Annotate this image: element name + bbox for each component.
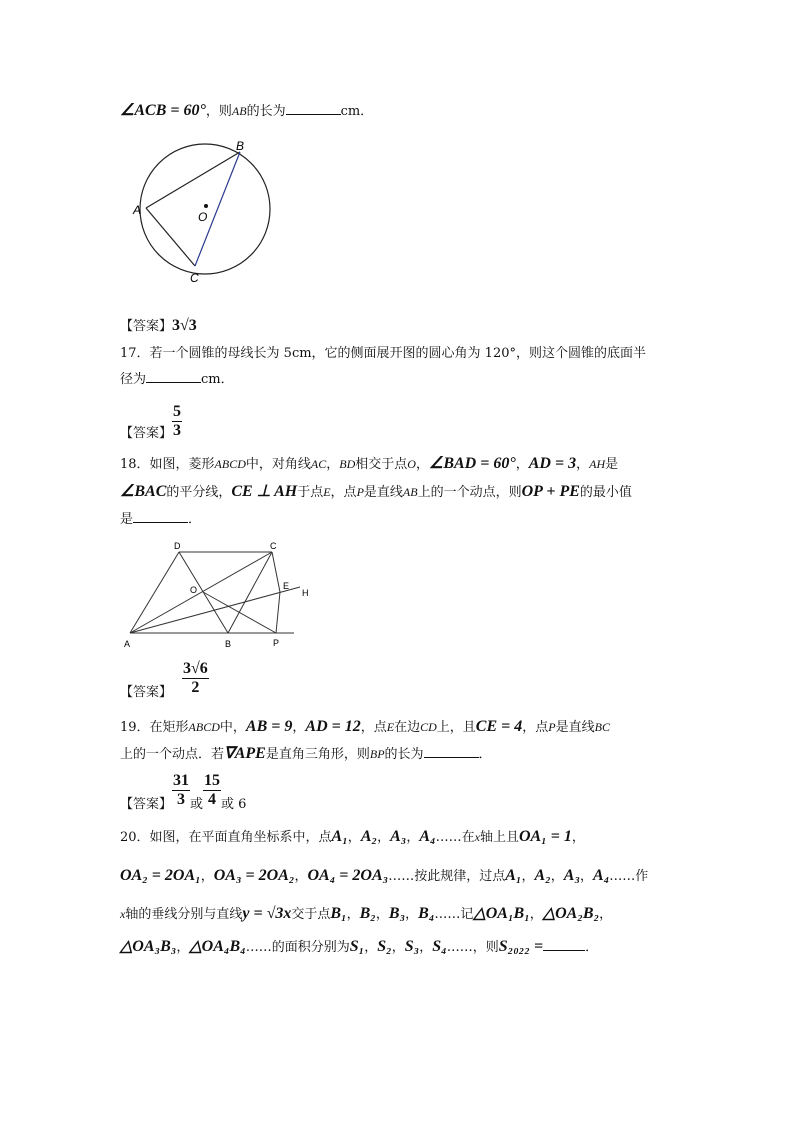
q20-b1: B₁ bbox=[330, 905, 347, 922]
q19-frac2 bbox=[203, 772, 221, 809]
chord-ab bbox=[146, 152, 240, 208]
q16-angle: ∠ACB = 60° bbox=[120, 102, 206, 119]
q19-ce: CE = 4 bbox=[475, 718, 523, 735]
q20-t3: 轴上且 bbox=[479, 830, 519, 845]
q18-ce-perp: CE ⊥ AH bbox=[231, 483, 298, 500]
chord-bc bbox=[195, 152, 240, 266]
q19-ad: AD = 12 bbox=[305, 718, 361, 735]
side-ad bbox=[130, 552, 179, 633]
label-b: B bbox=[225, 639, 232, 649]
q18-line2 bbox=[120, 482, 632, 503]
q18-line1: 18．如图，菱形ABCD中，对角线AC，BD相交于点O，∠BAD = 60°，AD = 3，AH是 bbox=[120, 455, 619, 472]
q17-answer bbox=[120, 403, 182, 443]
q20-s4: S₄ bbox=[432, 938, 447, 955]
q18-t7: ，点 bbox=[330, 485, 357, 500]
q18-t3: 相交于点 bbox=[355, 457, 408, 472]
q18-answer-label: 【答案】 bbox=[120, 685, 173, 700]
q19-t6: ，点 bbox=[522, 720, 549, 735]
q20-b4: B₄ bbox=[418, 905, 435, 922]
q18-t6: 于点 bbox=[297, 485, 324, 500]
q19-or1: 或 bbox=[190, 797, 204, 812]
q19-bp: BP bbox=[369, 747, 385, 761]
q20-line3: x轴的垂线分别与直线y = √3x交于点B₁，B₂，B₃，B₄……记△OA₁B₁，△OA₂B₂， bbox=[120, 905, 613, 922]
q18-t10: 的最小值 bbox=[579, 485, 632, 500]
q19-den1: 3 bbox=[177, 791, 186, 808]
q17-den: 3 bbox=[173, 422, 182, 439]
q18-p: P bbox=[356, 485, 364, 499]
q19-t7: 是直线 bbox=[555, 720, 595, 735]
label-c: C bbox=[190, 271, 199, 285]
q20-t8: ……记 bbox=[434, 907, 474, 922]
q18-period: ． bbox=[188, 512, 202, 527]
q18-comma: ， bbox=[326, 457, 340, 472]
q20-b3: B₃ bbox=[388, 905, 406, 922]
q16-blank bbox=[286, 102, 341, 115]
q19-t4: 在边 bbox=[394, 720, 421, 735]
q18-t11: 是 bbox=[120, 512, 134, 527]
q20-t9: ……的面积分别为 bbox=[245, 940, 350, 955]
q16-stem bbox=[120, 101, 373, 122]
q20-t7: 交于点 bbox=[291, 907, 331, 922]
q20-oa1: OA₁ = 1 bbox=[518, 828, 572, 845]
q18-o: O bbox=[407, 457, 416, 471]
label-o: O bbox=[190, 585, 198, 595]
diag-ac bbox=[130, 552, 272, 633]
seg-ce bbox=[272, 552, 280, 592]
q19-cd: CD bbox=[420, 720, 437, 734]
q20-line4: △OA₃B₃，△OA₄B₄……的面积分别为S₁，S₂，S₃，S₄……，则S₂₀₂₂ = ． bbox=[120, 938, 599, 955]
q17-answer-label: 【答案】 bbox=[120, 426, 173, 441]
q18-answer bbox=[120, 660, 209, 702]
q18-den: 2 bbox=[191, 679, 200, 696]
q20-tri4: △OA₄B₄ bbox=[189, 938, 246, 955]
q20-period: ． bbox=[585, 940, 599, 955]
q20-line2: OA₂ = 2OA₁，OA₃ = 2OA₂，OA₄ = 2OA₃……按此规律，过点A₁，A₂，A₃，A₄……作 bbox=[120, 867, 649, 884]
label-o: O bbox=[198, 210, 208, 224]
q18-ad: AD = 3 bbox=[528, 455, 577, 472]
q20-line1: 20．如图，在平面直角坐标系中，点A₁，A₂，A₃，A₄……在x轴上且OA₁ = 1， bbox=[120, 828, 585, 845]
label-a: A bbox=[124, 639, 131, 649]
q19-num1: 31 bbox=[173, 772, 190, 789]
q20-tri1: △OA₁B₁ bbox=[473, 905, 530, 922]
q19-num2: 15 bbox=[204, 772, 221, 789]
q19-answer-label: 【答案】 bbox=[120, 797, 173, 812]
q20-oa2: OA₂ = 2OA₁ bbox=[120, 867, 201, 884]
q20-t5: ……作 bbox=[609, 869, 649, 884]
q20-b2: B₂ bbox=[359, 905, 376, 922]
q20-s2022: S₂₀₂₂ = bbox=[498, 938, 544, 955]
q18-angle-bad: ∠BAD = 60° bbox=[428, 455, 516, 472]
q18-t9: 上的一个动点，则 bbox=[417, 485, 522, 500]
q20-t4: ……按此规律，过点 bbox=[388, 869, 506, 884]
q19-bc: BC bbox=[594, 720, 610, 734]
q18-t5: 的平分线， bbox=[166, 485, 232, 500]
q16-answer-label: 【答案】 bbox=[120, 319, 173, 334]
label-b: B bbox=[236, 139, 245, 153]
q19-abcd: ABCD bbox=[188, 720, 220, 734]
q18-ah: AH bbox=[589, 457, 606, 471]
q20-t6: 轴的垂线分别与直线 bbox=[125, 907, 243, 922]
q19-frac1 bbox=[172, 772, 190, 809]
label-c: C bbox=[270, 541, 277, 551]
q17-blank bbox=[146, 370, 201, 383]
q16-text: ，则 bbox=[205, 104, 232, 119]
q19-blank bbox=[424, 745, 479, 758]
q19-t8: 上的一个动点．若 bbox=[120, 747, 225, 762]
q19-triangle: ∇APE bbox=[224, 745, 266, 762]
q20-a3b: A₃ bbox=[563, 867, 581, 884]
q19-t2: 中， bbox=[219, 720, 246, 735]
q18-t1: 18．如图，菱形 bbox=[120, 457, 215, 472]
q20-oa4: OA₄ = 2OA₃ bbox=[307, 867, 389, 884]
q18-abcd: ABCD bbox=[214, 457, 246, 471]
q20-a2: A₂ bbox=[360, 828, 378, 845]
label-p: P bbox=[273, 638, 280, 648]
ray-ah bbox=[130, 587, 300, 633]
q19-t10: 的长为 bbox=[384, 747, 424, 762]
label-e: E bbox=[283, 581, 290, 591]
q20-s3: S₃ bbox=[404, 938, 420, 955]
q18-e: E bbox=[323, 485, 331, 499]
q18-blank bbox=[133, 510, 188, 523]
label-d: D bbox=[174, 541, 181, 551]
q20-tri3: △OA₃B₃ bbox=[120, 938, 177, 955]
q20-a1b: A₁ bbox=[505, 867, 522, 884]
q18-t8: 是直线 bbox=[363, 485, 403, 500]
q20-s1: S₁ bbox=[349, 938, 365, 955]
q20-x: x bbox=[474, 830, 480, 844]
q18-ab: AB bbox=[402, 485, 418, 499]
q17-text2: 径为 bbox=[120, 372, 147, 387]
q20-t1: 20．如图，在平面直角坐标系中，点 bbox=[120, 830, 332, 845]
q20-a4b: A₄ bbox=[593, 867, 610, 884]
q20-blank bbox=[543, 938, 585, 951]
q16-answer bbox=[120, 316, 197, 337]
q19-ab: AB = 9 bbox=[245, 718, 293, 735]
center-o bbox=[204, 204, 208, 208]
q20-s2: S₂ bbox=[377, 938, 392, 955]
q20-a4: A₄ bbox=[419, 828, 436, 845]
q20-tri2: △OA₂B₂ bbox=[542, 905, 600, 922]
q17-unit: cm． bbox=[201, 372, 234, 387]
q20-a1: A₁ bbox=[331, 828, 348, 845]
q18-line3 bbox=[120, 510, 201, 530]
q19-t9: 是直角三角形，则 bbox=[265, 747, 370, 762]
q19-answer bbox=[120, 772, 246, 814]
q19-t1: 19．在矩形 bbox=[120, 720, 189, 735]
q19-line2 bbox=[120, 744, 492, 765]
seg-op bbox=[203, 592, 276, 633]
q18-angle-bac: ∠BAC bbox=[120, 483, 167, 500]
q19-or2: 或 6 bbox=[221, 797, 247, 812]
q20-a3: A₃ bbox=[390, 828, 407, 845]
q20-t10: ……，则 bbox=[446, 940, 499, 955]
seg-ep bbox=[276, 592, 280, 633]
q19-t5: 上，且 bbox=[436, 720, 476, 735]
q18-rhombus-figure bbox=[122, 540, 322, 652]
q17-answer-frac bbox=[172, 403, 182, 440]
label-h: H bbox=[302, 588, 309, 598]
q18-ac: AC bbox=[310, 457, 327, 471]
q19-line1: 19．在矩形ABCD中，AB = 9，AD = 12，点E在边CD上，且CE = 4，点P是直线BC bbox=[120, 718, 610, 735]
q16-seg: AB bbox=[231, 104, 247, 118]
q19-e: E bbox=[386, 720, 395, 734]
q16-unit: cm． bbox=[340, 104, 374, 119]
q20-t2: ……在 bbox=[435, 830, 475, 845]
q16-answer-value: 3√3 bbox=[172, 317, 197, 334]
q20-x2: x bbox=[120, 907, 126, 921]
q17-line2 bbox=[120, 370, 234, 390]
chord-ac bbox=[146, 208, 195, 266]
q17-num: 5 bbox=[173, 403, 182, 420]
q16-suffix: 的长为 bbox=[246, 104, 286, 119]
q18-bd: BD bbox=[339, 457, 356, 471]
q19-p: P bbox=[548, 720, 556, 734]
q19-den2: 4 bbox=[208, 791, 217, 808]
label-a: A bbox=[133, 203, 142, 217]
q20-a2b: A₂ bbox=[534, 867, 551, 884]
q18-op-pe: OP + PE bbox=[521, 483, 580, 500]
q20-line-eq: y = √3x bbox=[242, 905, 292, 922]
q18-t2: 中，对角线 bbox=[245, 457, 311, 472]
q17-line1: 17．若一个圆锥的母线长为 5cm，它的侧面展开图的圆心角为 120°，则这个圆锥的底面半 bbox=[120, 346, 646, 361]
q19-period: ． bbox=[478, 747, 492, 762]
q19-t3: ，点 bbox=[360, 720, 387, 735]
q20-oa3: OA₃ = 2OA₂ bbox=[213, 867, 295, 884]
q18-num: 3√6 bbox=[183, 660, 208, 677]
circle-o bbox=[140, 144, 270, 274]
q16-circle-figure bbox=[128, 136, 288, 291]
q18-t4: 是 bbox=[605, 457, 619, 472]
q18-answer-frac bbox=[182, 660, 209, 697]
